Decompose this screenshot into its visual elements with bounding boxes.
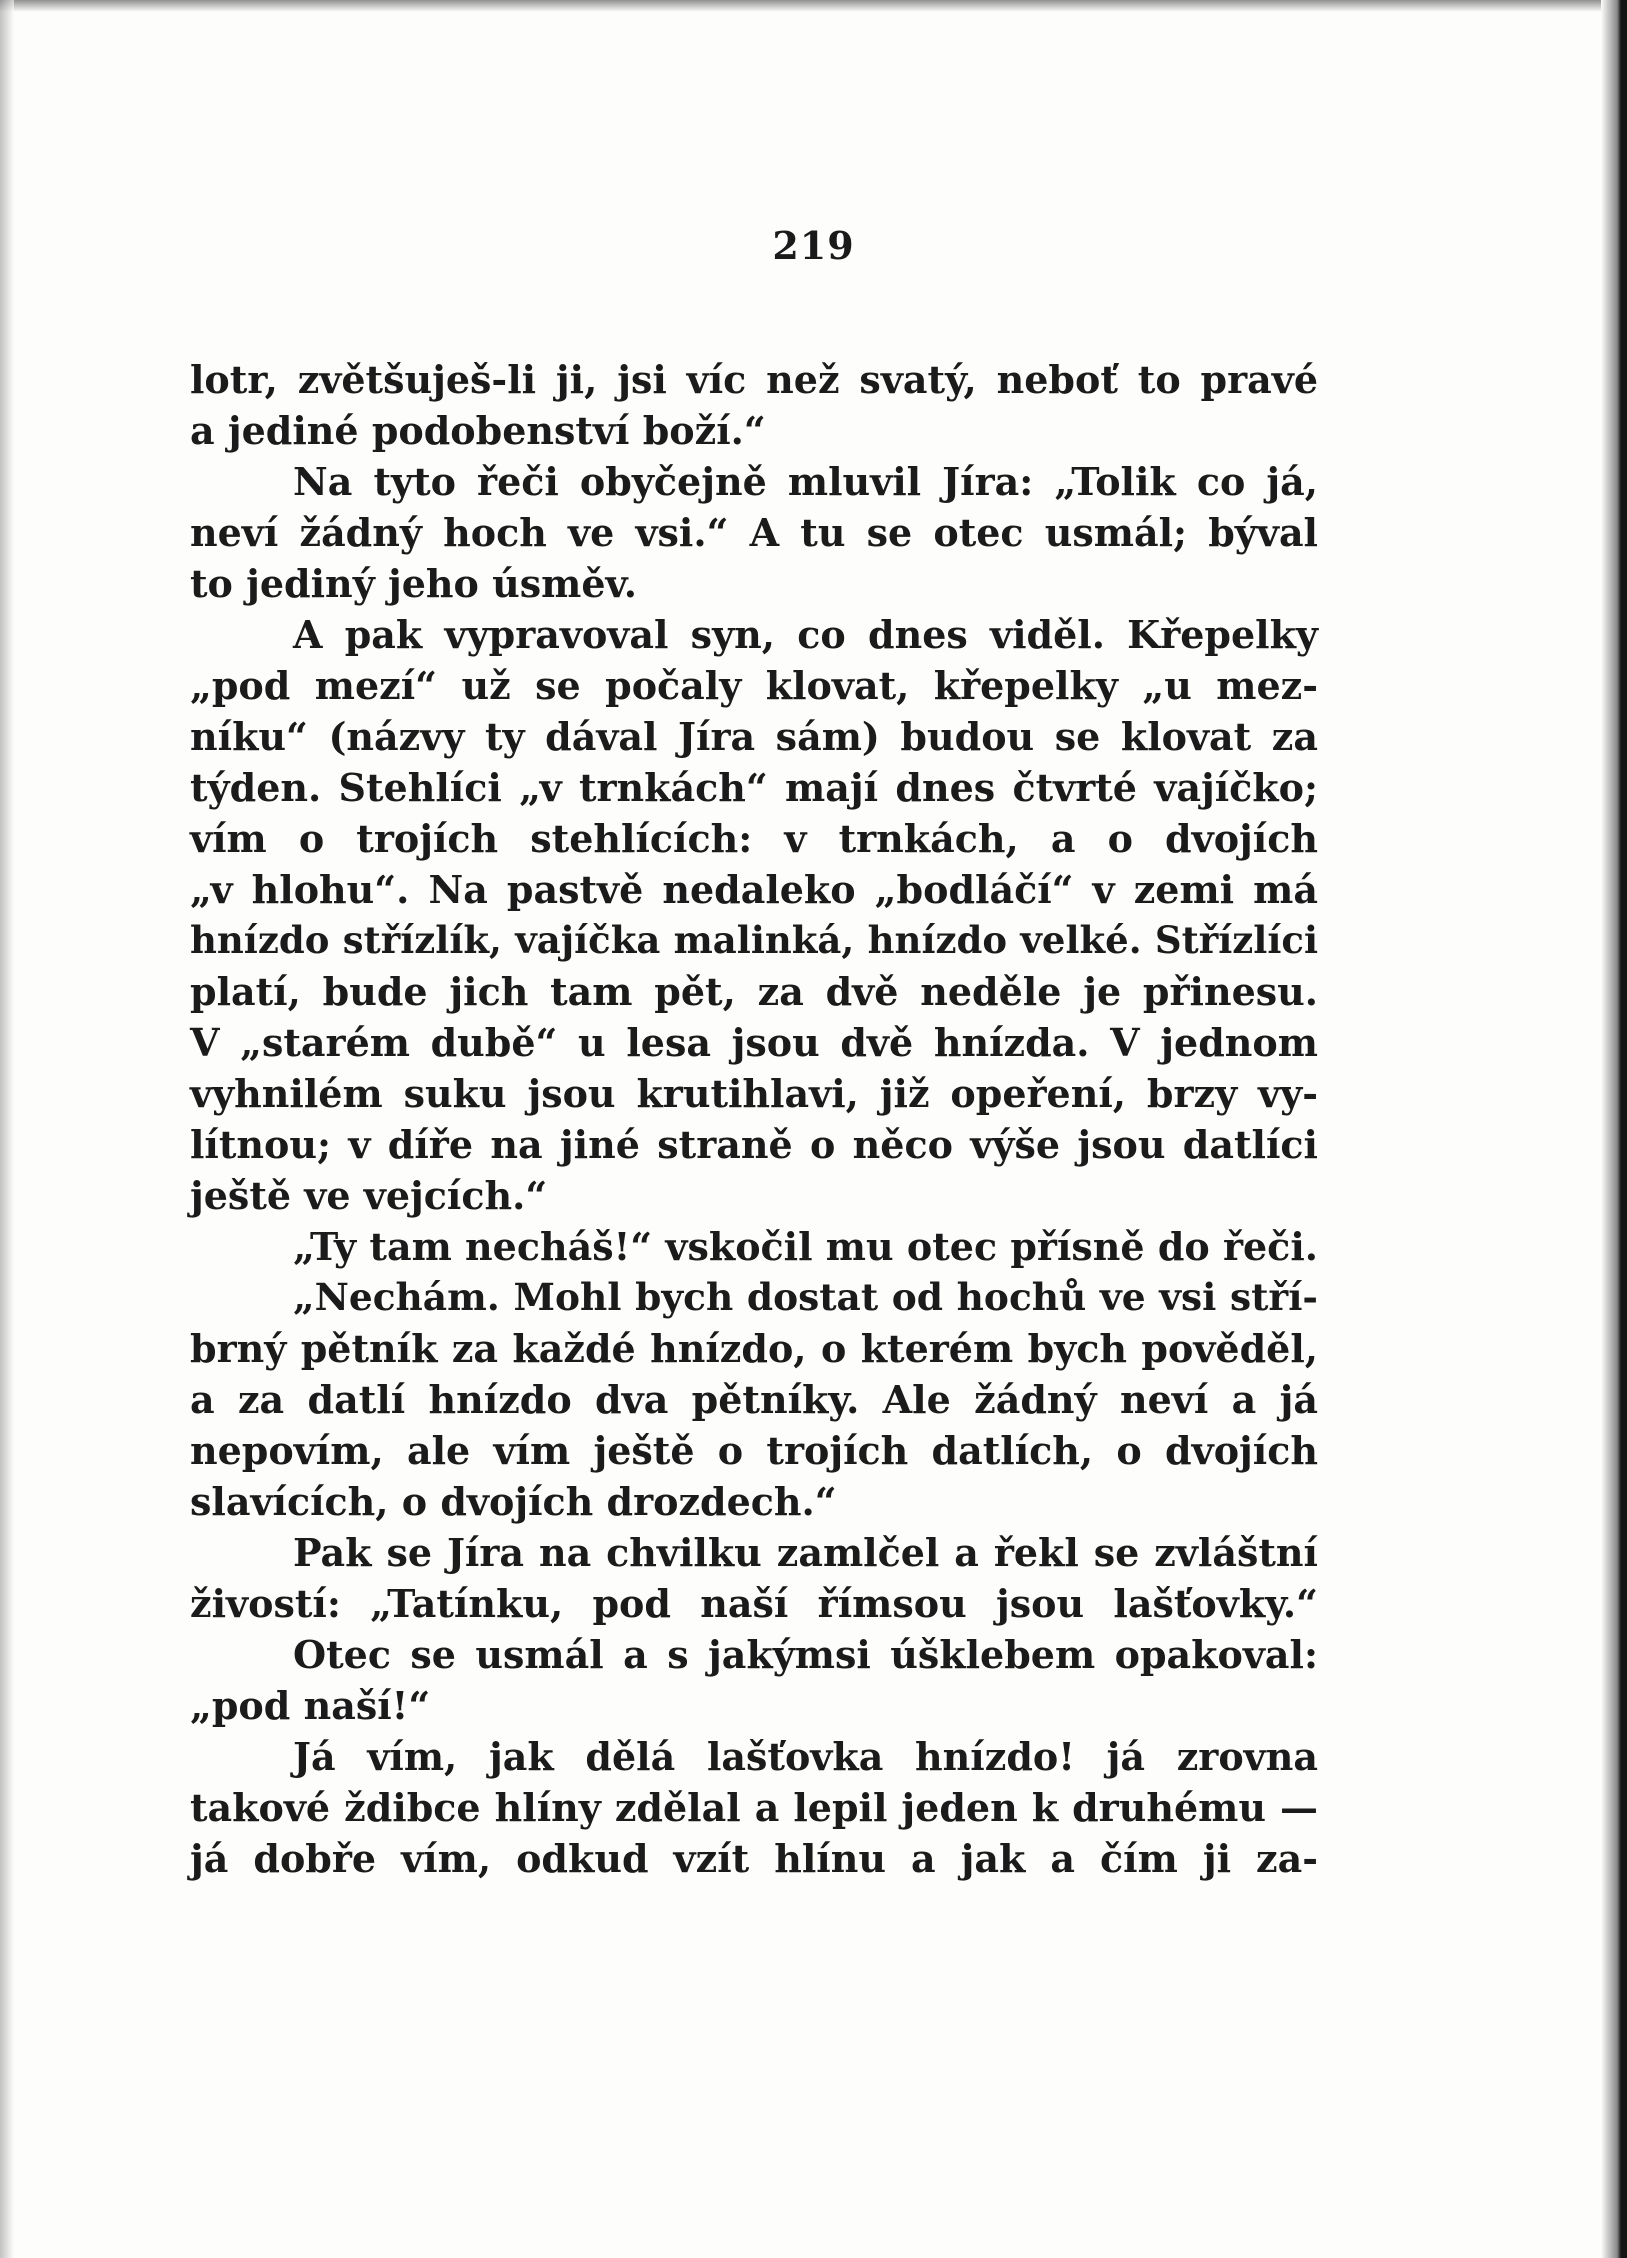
text-line: platí, bude jich tam pět, za dvě neděle je přinesu. [190, 969, 1318, 1014]
text-line: níku“ (názvy ty dával Jíra sám) budou se klovat za [190, 714, 1318, 759]
text-line: „pod naší!“ [190, 1683, 431, 1728]
text-line: „Ty tam necháš!“ vskočil mu otec přísně do řeči. [293, 1224, 1318, 1269]
page-right-edge-shadow [1601, 0, 1627, 2258]
text-line: a jediné podobenství boží.“ [190, 408, 766, 453]
text-line: to jediný jeho úsměv. [190, 561, 638, 606]
text-line: Otec se usmál a s jakýmsi úšklebem opakoval: [293, 1632, 1318, 1677]
text-line: Já vím, jak dělá lašťovka hnízdo! já zrovna [293, 1734, 1318, 1779]
text-line: neví žádný hoch ve vsi.“ A tu se otec usmál; býval [190, 510, 1318, 555]
text-line: A pak vypravoval syn, co dnes viděl. Křepelky [293, 612, 1318, 657]
text-line: živostí: „Tatínku, pod naší římsou jsou lašťovky.“ [190, 1581, 1318, 1626]
text-line: „Nechám. Mohl bych dostat od hochů ve vsi stří- [293, 1275, 1318, 1319]
text-line: týden. Stehlíci „v trnkách“ mají dnes čtvrté vajíčko; [190, 765, 1318, 810]
text-line: a za datlí hnízdo dva pětníky. Ale žádný neví a já [190, 1377, 1318, 1422]
text-line: „v hlohu“. Na pastvě nedaleko „bodláčí“ v zemi má [190, 867, 1318, 912]
text-line: vyhnilém suku jsou krutihlavi, již opeření, brzy vy- [190, 1071, 1318, 1116]
page-number: 219 [772, 223, 855, 268]
page-left-edge-shadow [0, 0, 14, 2258]
text-line: vím o trojích stehlících: v trnkách, a o dvojích [190, 816, 1318, 861]
text-line: lítnou; v díře na jiné straně o něco výše jsou datlíci [190, 1122, 1318, 1167]
text-line: ještě ve vejcích.“ [190, 1173, 548, 1218]
body-text [190, 354, 1318, 1884]
text-line: „pod mezí“ už se počaly klovat, křepelky „u mez- [190, 663, 1318, 708]
text-line: já dobře vím, odkud vzít hlínu a jak a čím ji za- [190, 1836, 1318, 1881]
text-line: takové ždibce hlíny zdělal a lepil jeden k druhému — [190, 1785, 1318, 1830]
text-line: Na tyto řeči obyčejně mluvil Jíra: „Tolik co já, [293, 459, 1318, 504]
text-line: lotr, zvětšuješ-li ji, jsi víc než svatý, neboť to pravé [190, 357, 1318, 402]
text-line: Pak se Jíra na chvilku zamlčel a řekl se zvláštní [293, 1530, 1318, 1575]
text-line: brný pětník za každé hnízdo, o kterém bych pověděl, [190, 1326, 1318, 1371]
text-line: slavících, o dvojích drozdech.“ [190, 1479, 837, 1524]
text-line: V „starém dubě“ u lesa jsou dvě hnízda. V jednom [190, 1020, 1318, 1065]
text-line: hnízdo střízlík, vajíčka malinká, hnízdo velké. Střízlíci [190, 918, 1318, 962]
text-line: nepovím, ale vím ještě o trojích datlích, o dvojích [190, 1428, 1318, 1473]
page-top-edge-shadow [0, 0, 1627, 12]
